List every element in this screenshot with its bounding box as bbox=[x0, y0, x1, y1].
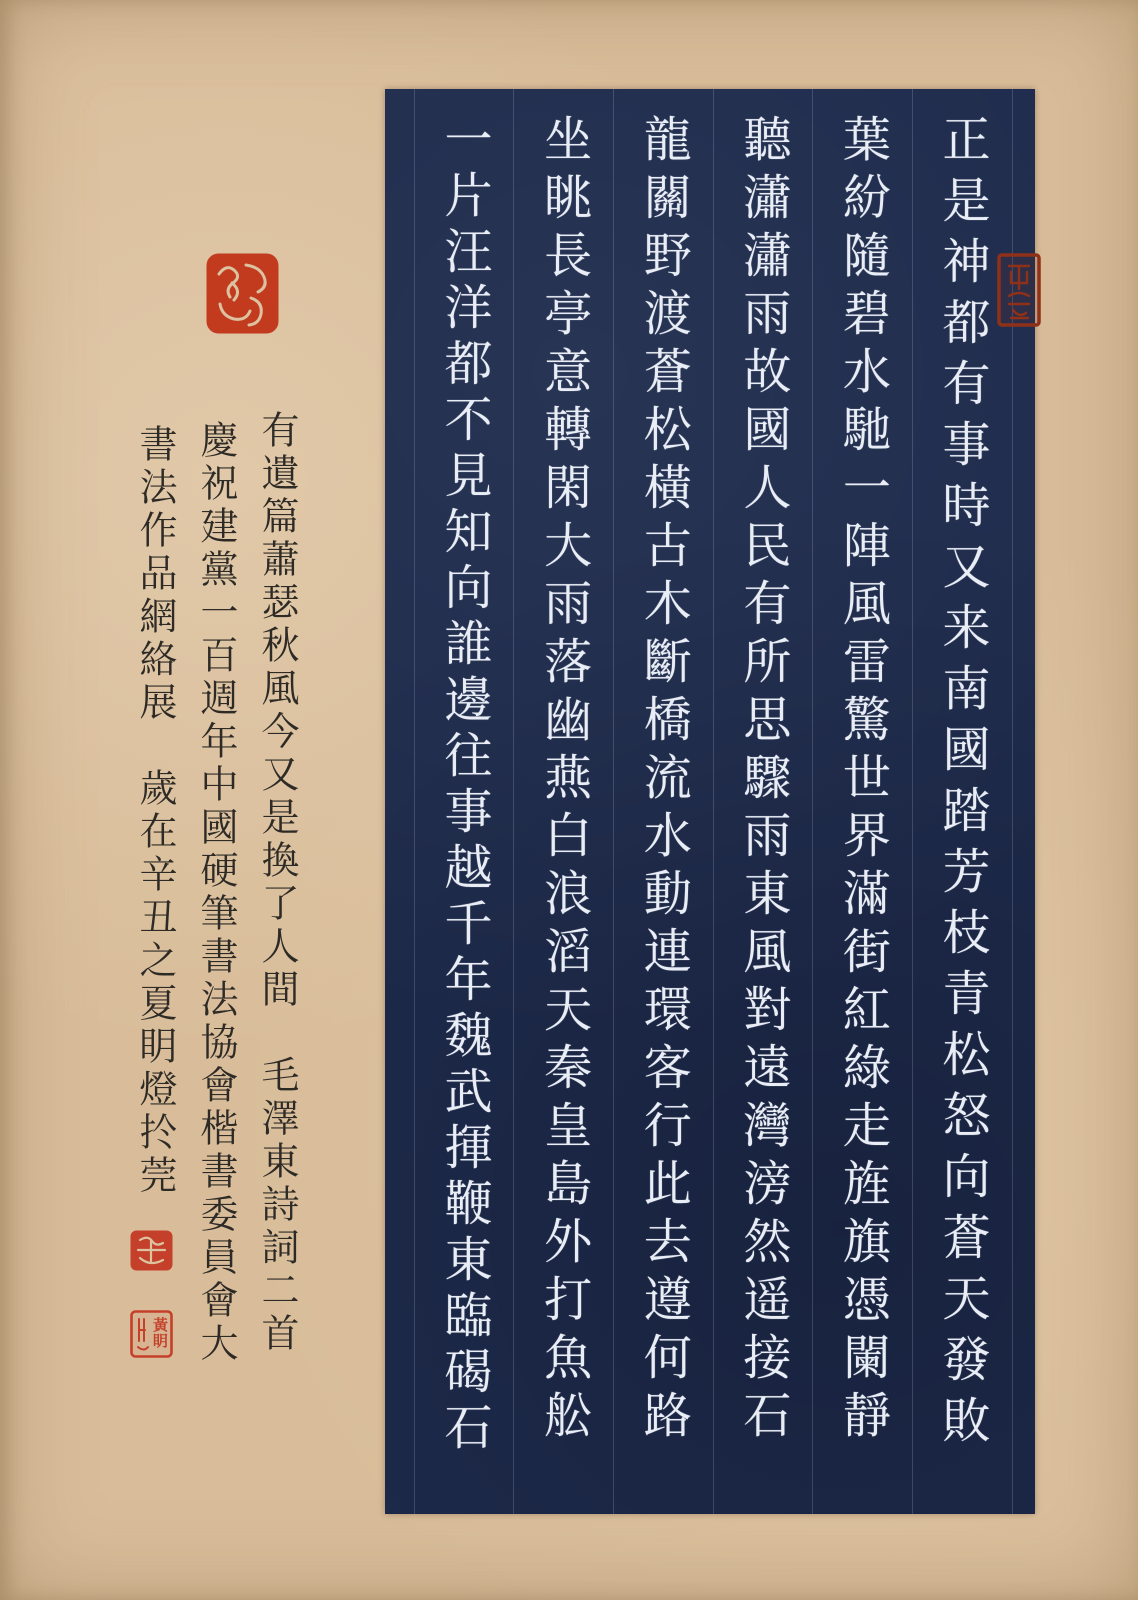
poem-columns bbox=[414, 89, 1012, 1514]
signature-seal-lower-text: 黃眀 bbox=[151, 1317, 169, 1349]
poem-column-2: 葉紛隨碧水馳一陣風雷驚世界滿街紅綠走旌旗憑闌靜 bbox=[834, 114, 891, 1448]
colophon-column-3-signature: 書法作品網絡展 歲在辛丑之夏眀燈扵莞 bbox=[133, 424, 177, 1198]
intro-seal bbox=[997, 253, 1041, 327]
calligraphy-panel bbox=[385, 89, 1035, 1514]
poem-column-4: 龍關野渡蒼松橫古木斷橋流水動連環客行此去遵何路 bbox=[635, 114, 692, 1448]
colophon-column-1: 有遺篇蕭瑟秋風今又是換了人間 毛澤東詩詞二首 bbox=[255, 410, 299, 1356]
paper-corner-seal bbox=[205, 252, 280, 335]
poem-column-1: 正是神都有事時又来南國踏芳枝青松怒向蒼天發敗 bbox=[934, 114, 990, 1456]
colophon-column-2: 慶祝建黨一百週年中國硬筆書法協會楷書委員會大 bbox=[194, 420, 238, 1366]
signature-seal-lower bbox=[130, 1310, 173, 1358]
poem-column-3: 聽瀟瀟雨故國人民有所思驟雨東風對遠灣滂然遥接石 bbox=[734, 114, 791, 1448]
poem-column-5: 坐眺長亭意轉閑大雨落幽燕白浪滔天秦皇島外打魚舩 bbox=[535, 114, 592, 1448]
poem-column-6: 一片汪洋都不見知向誰邊往事越千年魏武揮鞭東臨碣石 bbox=[436, 114, 493, 1458]
signature-seal-upper bbox=[129, 1229, 174, 1272]
